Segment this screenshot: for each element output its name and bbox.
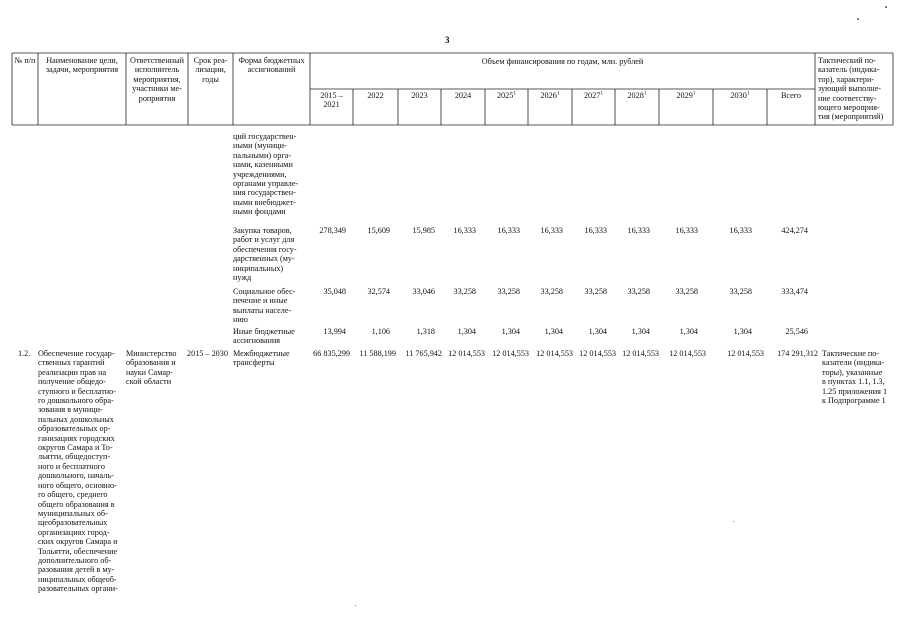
item-name: Обеспечение государ- ственных гарантий реализации прав на получение общедо- ступного и бесплатно- го дошкольного обра- зования в муници- пальных дошкольных образовательных ор- ганизациях городских округов Самара и То- льятти, общедоступ- ного и бесплатного дошкольного, началь- ного общего, основно- го общего, среднего общего образования в муниципальных об- щеобразовательных организациях город- ских округов Самара и Тольятти, обеспечение дополнительного об- разования детей в му- ниципальных общеоб- разовательных органи- — [38, 349, 118, 594]
value-cell: 12 014,553 — [492, 349, 529, 358]
item-term: 2015 – 2030 — [187, 349, 228, 358]
item-number: 1.2. — [18, 349, 31, 358]
value-cell: 33,258 — [729, 287, 752, 296]
value-cell: 16,333 — [584, 226, 607, 235]
value-cell: 278,349 — [319, 226, 346, 235]
value-cell: 1,304 — [501, 327, 520, 336]
value-cell: 1,304 — [679, 327, 698, 336]
year-header-2029: 2029$^1$ — [676, 90, 696, 100]
value-cell: 33,258 — [584, 287, 607, 296]
value-cell: 15,985 — [412, 226, 435, 235]
page-number: 3 — [445, 35, 450, 45]
scan-speck — [733, 521, 734, 522]
header-num: № п/п — [14, 56, 36, 65]
header-name: Наименование цели, задачи, мероприятия — [45, 56, 119, 75]
value-cell: 333,474 — [781, 287, 808, 296]
year-header-2024: 2024 — [454, 91, 472, 100]
value-cell: 424,274 — [781, 226, 808, 235]
header-form: Форма бюджетных ассигнований — [238, 56, 305, 75]
year-header-2028: 2028$^1$ — [627, 90, 647, 100]
value-cell: 12 014,553 — [536, 349, 573, 358]
form-continued: ций государствен- ными (муници- пальными) орга- нами, казенными учреждениями, органами управле- ния государствен- ными внебюджет- ными фондами — [233, 132, 299, 217]
item-executor: Министерство образования и науки Самар- ской области — [126, 349, 177, 387]
value-cell: 12 014,553 — [448, 349, 485, 358]
value-cell: 11 588,199 — [359, 349, 396, 358]
value-cell: 16,333 — [453, 226, 476, 235]
year-header-2025: 2025$^1$ — [496, 90, 517, 100]
value-cell: 174 291,312 — [777, 349, 818, 358]
row-form-social: Социальное обес- печение и иные выплаты населе- нию — [233, 287, 296, 325]
value-cell: 12 014,553 — [579, 349, 616, 358]
value-cell: 12 014,553 — [622, 349, 659, 358]
value-cell: 16,333 — [497, 226, 520, 235]
scan-speck — [885, 6, 887, 8]
value-cell: 1,304 — [457, 327, 476, 336]
row-form-other: Иные бюджетные ассигнования — [233, 327, 295, 346]
value-cell: 1,304 — [631, 327, 650, 336]
year-header-2027: 2027$^1$ — [583, 90, 604, 100]
value-cell: 33,258 — [627, 287, 650, 296]
year-header-2015-2021: 2015 – 2021 — [320, 91, 343, 110]
value-cell: 1,304 — [588, 327, 607, 336]
year-header-2023: 2023 — [411, 91, 428, 100]
value-cell: 32,574 — [367, 287, 390, 296]
scan-speck — [857, 18, 859, 20]
value-cell: 33,258 — [497, 287, 520, 296]
value-cell: 66 835,299 — [313, 349, 350, 358]
value-cell: 33,046 — [412, 287, 435, 296]
year-header-2030: 2030$^1$ — [730, 90, 750, 100]
header-funding: Объем финансирования по годам, млн. рублей — [481, 57, 644, 66]
value-cell: 12 014,553 — [727, 349, 764, 358]
value-cell: 11 765,942 — [405, 349, 442, 358]
value-cell: 33,258 — [540, 287, 563, 296]
value-cell: 16,333 — [540, 226, 563, 235]
value-cell: 16,333 — [627, 226, 650, 235]
year-header-total: Всего — [780, 91, 802, 100]
value-cell: 1,106 — [371, 327, 390, 336]
header-tactical: Тактический по- казатель (индика- тор), характери- зующий выполне- ние соответству- ющего мероприя- тия (мероприятий) — [818, 56, 884, 122]
value-cell: 1,304 — [544, 327, 563, 336]
value-cell: 1,318 — [416, 327, 435, 336]
value-cell: 25,546 — [785, 327, 808, 336]
header-executor: Ответственный исполнитель мероприятия, участники ме- роприятия — [130, 56, 184, 103]
row-form-procurement: Закупка товаров, работ и услуг для обеспечения госу- дарственных (му- ниципальных) нужд — [233, 226, 297, 283]
header-term: Срок реа- лизации, годы — [193, 56, 228, 84]
value-cell: 33,258 — [675, 287, 698, 296]
value-cell: 13,994 — [323, 327, 346, 336]
scan-speck — [355, 605, 356, 606]
value-cell: 15,609 — [367, 226, 390, 235]
item-form: Межбюджетные трансферты — [233, 349, 290, 368]
item-tactical: Тактические по- казатели (индика- торы), указанные в пунктах 1.1, 1.3, 1.25 приложения 1 к Подпрограмме 1 — [822, 349, 888, 406]
value-cell: 16,333 — [675, 226, 698, 235]
value-cell: 1,304 — [733, 327, 752, 336]
value-cell: 12 014,553 — [669, 349, 706, 358]
value-cell: 35,048 — [323, 287, 346, 296]
year-header-2026: 2026$^1$ — [540, 90, 560, 100]
year-header-2022: 2022 — [367, 91, 384, 100]
value-cell: 16,333 — [729, 226, 752, 235]
value-cell: 33,258 — [453, 287, 476, 296]
